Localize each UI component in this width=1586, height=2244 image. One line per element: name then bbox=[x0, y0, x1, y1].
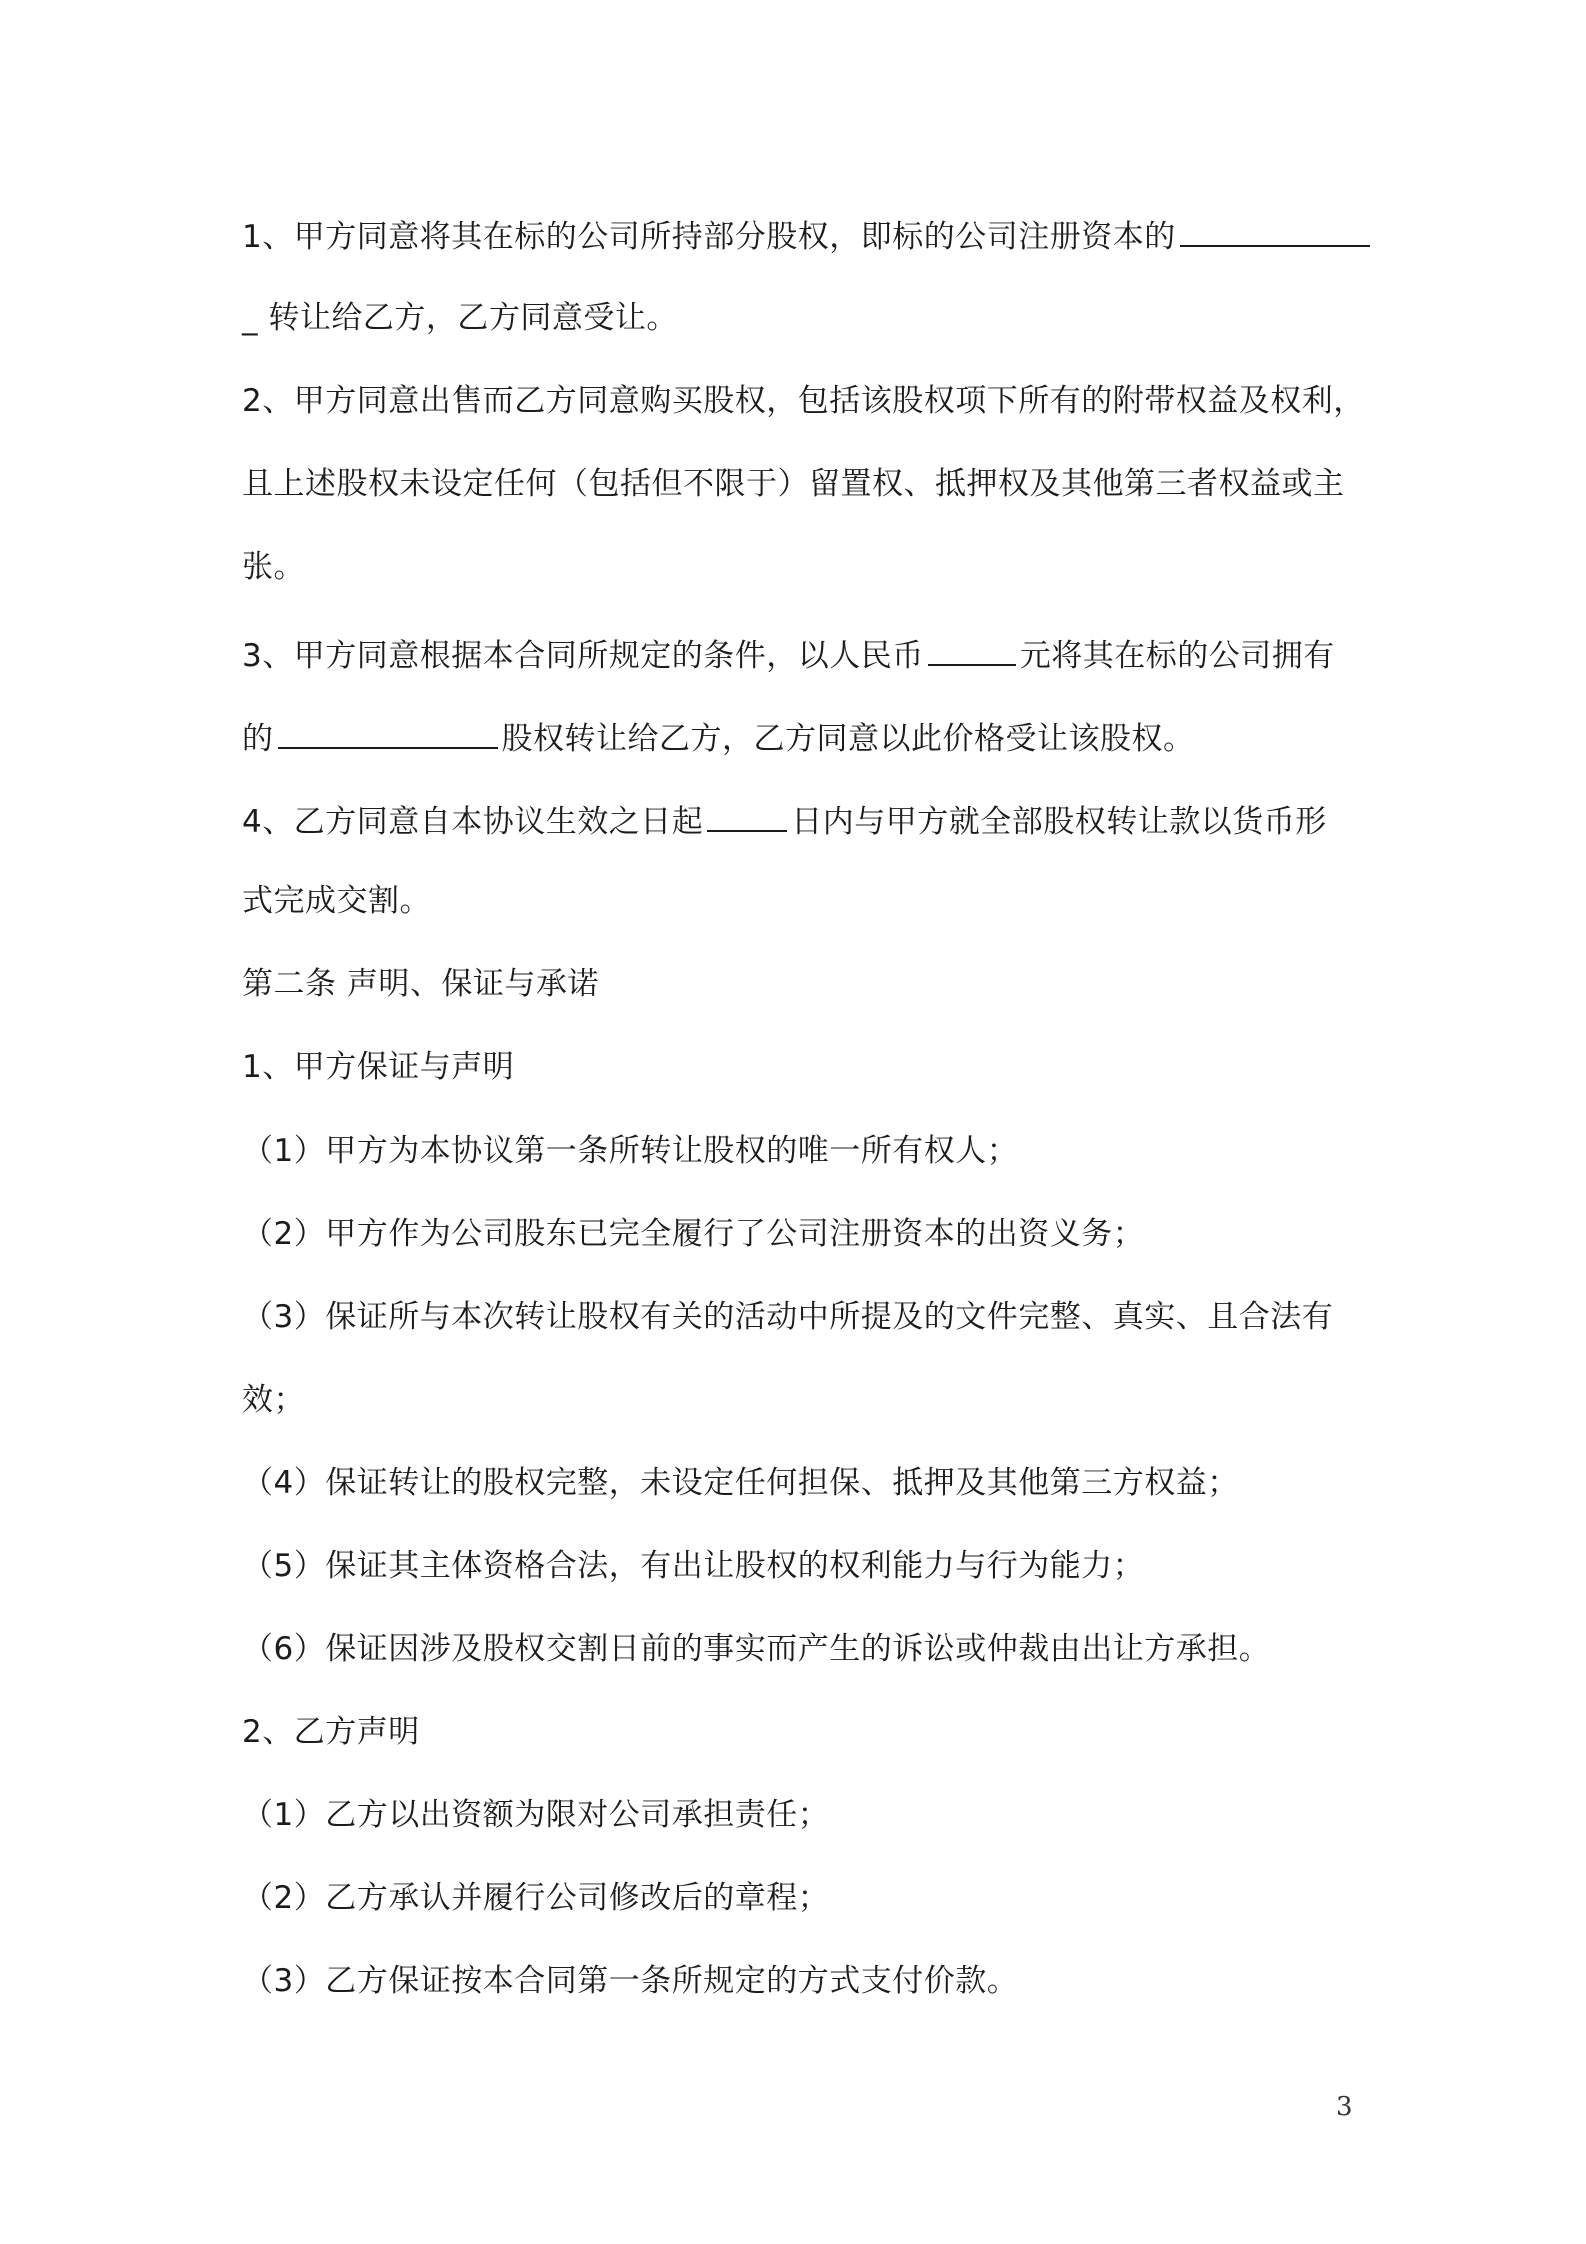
fill-in-blank[interactable] bbox=[707, 798, 787, 832]
party-a-item: （4）保证转让的股权完整，未设定任何担保、抵押及其他第三方权益； bbox=[242, 1465, 1239, 1501]
clause-4-line-1 bbox=[242, 798, 1327, 842]
party-a-item: （5）保证其主体资格合法，有出让股权的权利能力与行为能力； bbox=[242, 1548, 1145, 1584]
clause-4-text: 4、乙方同意自本协议生效之日起 bbox=[242, 804, 704, 840]
clause-4-text-cont: 日内与甲方就全部股权转让款以货币形 bbox=[791, 804, 1327, 840]
clause-3-text-2: 的 bbox=[242, 721, 274, 757]
clause-4-line-2: 式完成交割。 bbox=[242, 883, 431, 919]
party-b-item: （1）乙方以出资额为限对公司承担责任； bbox=[242, 1797, 830, 1833]
party-a-item: （2）甲方作为公司股东已完全履行了公司注册资本的出资义务； bbox=[242, 1216, 1145, 1252]
clause-1-text-cont: 转让给乙方，乙方同意受让。 bbox=[268, 300, 678, 336]
clause-2-line-3: 张。 bbox=[242, 549, 305, 585]
clause-1-line-1 bbox=[242, 213, 1374, 257]
party-a-item-cont: 效； bbox=[242, 1382, 305, 1418]
clause-3-text-2-cont: 股权转让给乙方，乙方同意以此价格受让该股权。 bbox=[501, 721, 1195, 757]
party-a-item: （3）保证所与本次转让股权有关的活动中所提及的文件完整、真实、且合法有 bbox=[242, 1299, 1334, 1335]
fill-in-blank[interactable] bbox=[278, 715, 498, 749]
party-a-heading: 1、甲方保证与声明 bbox=[242, 1049, 515, 1085]
fill-in-blank[interactable] bbox=[928, 632, 1016, 666]
clause-3-text-cont: 元将其在标的公司拥有 bbox=[1019, 638, 1335, 674]
page-number: 3 bbox=[1336, 2092, 1353, 2122]
party-b-heading: 2、乙方声明 bbox=[242, 1714, 420, 1750]
clause-2-line-2: 且上述股权未设定任何（包括但不限于）留置权、抵押权及其他第三者权益或主 bbox=[242, 466, 1345, 502]
party-a-item: （6）保证因涉及股权交割日前的事实而产生的诉讼或仲裁由出让方承担。 bbox=[242, 1631, 1271, 1667]
clause-3-line-2 bbox=[242, 715, 1195, 759]
clause-1-text: 1、甲方同意将其在标的公司所持部分股权，即标的公司注册资本的 bbox=[242, 219, 1176, 255]
clause-3-line-1 bbox=[242, 632, 1335, 676]
clause-1-line-2 bbox=[242, 298, 678, 338]
article-2-title: 第二条 声明、保证与承诺 bbox=[242, 966, 599, 1002]
fill-in-blank[interactable] bbox=[1180, 213, 1370, 247]
party-b-item: （3）乙方保证按本合同第一条所规定的方式支付价款。 bbox=[242, 1963, 1019, 1999]
clause-2-line-1: 2、甲方同意出售而乙方同意购买股权，包括该股权项下所有的附带权益及权利， bbox=[242, 383, 1365, 419]
party-b-item: （2）乙方承认并履行公司修改后的章程； bbox=[242, 1880, 830, 1916]
clause-3-text: 3、甲方同意根据本合同所规定的条件，以人民币 bbox=[242, 638, 924, 674]
blank-mark: _ bbox=[242, 300, 258, 336]
party-a-item: （1）甲方为本协议第一条所转让股权的唯一所有权人； bbox=[242, 1133, 1019, 1169]
